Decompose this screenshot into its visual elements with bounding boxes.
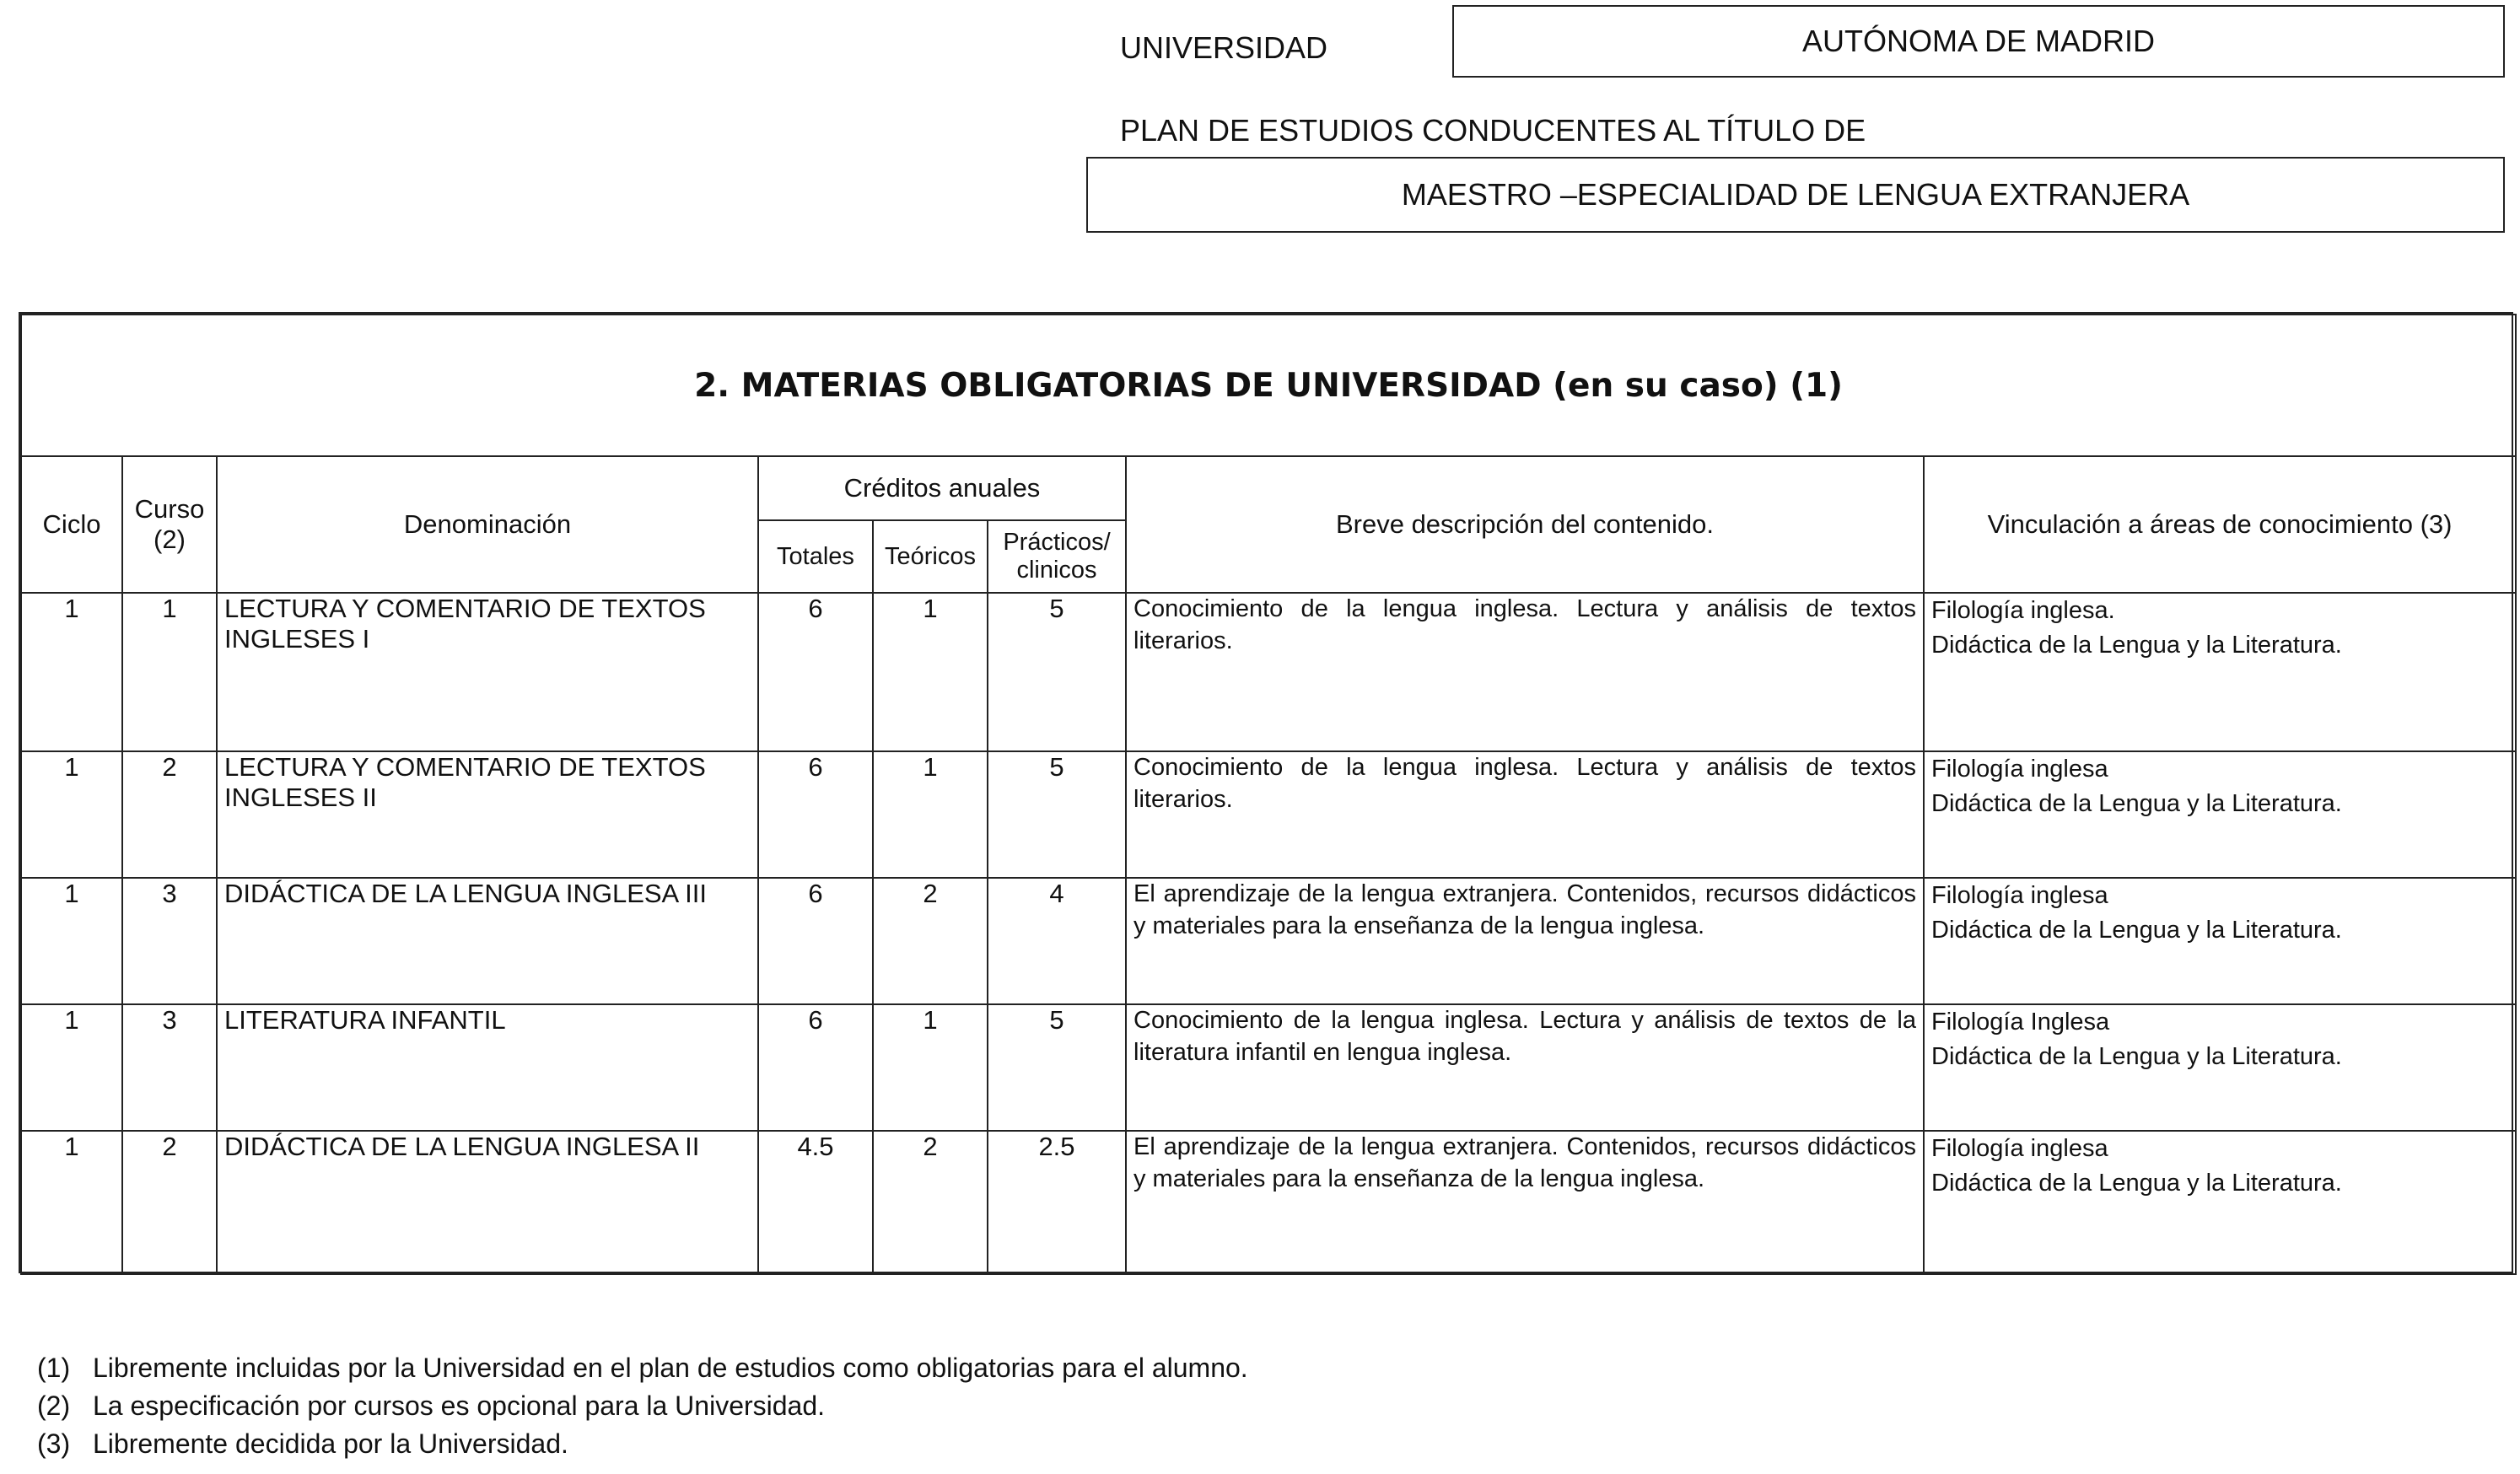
col-teoricos: Teóricos [873,520,988,593]
subjects-grid [20,314,2517,1275]
table-row [21,878,2516,1004]
area-primary: Filología Inglesa [1931,1009,2110,1036]
descripcion-cell: Conocimiento de la lengua inglesa. Lectura y análisis de textos literarios. [1126,593,1924,751]
table-row [21,1004,2516,1131]
totales-cell: 4.5 [758,1131,873,1274]
ciclo-cell: 1 [21,1004,122,1131]
col-ciclo: Ciclo [21,456,122,593]
footnote-text: Libremente decidida por la Universidad. [93,1428,568,1459]
university-label: UNIVERSIDAD [1120,30,1328,65]
col-denominacion: Denominación [217,456,758,593]
curso-cell: 1 [122,593,217,751]
ciclo-cell: 1 [21,751,122,878]
descripcion-cell: Conocimiento de la lengua inglesa. Lectura y análisis de textos de la literatura infantil en lengua inglesa. [1126,1004,1924,1131]
table-row [21,593,2516,751]
footnote-item [37,1387,1248,1425]
totales-cell: 6 [758,751,873,878]
teoricos-cell: 1 [873,751,988,878]
col-clinicos-label: clinicos [1016,557,1097,584]
teoricos-cell: 2 [873,1131,988,1274]
area-secondary: Didáctica de la Lengua y la Literatura. [1931,1042,2342,1070]
area-secondary: Didáctica de la Lengua y la Literatura. [1931,789,2342,817]
footnote-number: (3) [37,1428,71,1459]
vinculacion-cell [1924,1004,2516,1131]
curso-cell: 3 [122,1004,217,1131]
descripcion-cell: Conocimiento de la lengua inglesa. Lectura y análisis de textos literarios. [1126,751,1924,878]
table-row [21,751,2516,878]
footnote-text: Libremente incluidas por la Universidad en el plan de estudios como obligatorias para el alumno. [93,1353,1248,1383]
practicos-cell: 5 [988,593,1126,751]
ciclo-cell: 1 [21,878,122,1004]
denominacion-cell: LECTURA Y COMENTARIO DE TEXTOS INGLESES II [217,751,758,878]
denominacion-cell: DIDÁCTICA DE LA LENGUA INGLESA III [217,878,758,1004]
area-primary: Filología inglesa. [1931,597,2115,624]
footnote-number: (1) [37,1353,71,1383]
curso-cell: 3 [122,878,217,1004]
footnotes [37,1349,1248,1462]
col-practicos [988,520,1126,593]
footnote-item [37,1349,1248,1387]
area-secondary: Didáctica de la Lengua y la Literatura. [1931,1169,2342,1197]
ciclo-cell: 1 [21,593,122,751]
area-primary: Filología inglesa [1931,756,2108,783]
totales-cell: 6 [758,878,873,1004]
practicos-cell: 2.5 [988,1131,1126,1274]
col-vinculacion: Vinculación a áreas de conocimiento (3) [1924,456,2516,593]
col-curso-label: Curso [134,494,205,524]
ciclo-cell: 1 [21,1131,122,1274]
totales-cell: 6 [758,593,873,751]
table-row [21,1131,2516,1274]
practicos-cell: 5 [988,1004,1126,1131]
teoricos-cell: 1 [873,593,988,751]
vinculacion-cell [1924,1131,2516,1274]
col-creditos: Créditos anuales [758,456,1126,520]
col-practicos-label: Prácticos/ [1003,529,1111,556]
vinculacion-cell [1924,593,2516,751]
totales-cell: 6 [758,1004,873,1131]
section-title: 2. MATERIAS OBLIGATORIAS DE UNIVERSIDAD (en su caso) (1) [21,315,2516,456]
col-totales: Totales [758,520,873,593]
area-primary: Filología inglesa [1931,882,2108,909]
col-curso-note: (2) [153,525,186,554]
footnote-text: La especificación por cursos es opcional para la Universidad. [93,1390,826,1421]
practicos-cell: 4 [988,878,1126,1004]
plan-label: PLAN DE ESTUDIOS CONDUCENTES AL TÍTULO DE [1120,113,1866,148]
area-primary: Filología inglesa [1931,1135,2108,1162]
degree-title-box [1086,157,2505,233]
degree-title: MAESTRO –ESPECIALIDAD DE LENGUA EXTRANJERA [1401,177,2190,212]
col-descripcion: Breve descripción del contenido. [1126,456,1924,593]
area-secondary: Didáctica de la Lengua y la Literatura. [1931,916,2342,944]
denominacion-cell: LITERATURA INFANTIL [217,1004,758,1131]
footnote-item [37,1425,1248,1463]
col-curso [122,456,217,593]
teoricos-cell: 2 [873,878,988,1004]
vinculacion-cell [1924,878,2516,1004]
university-name-box [1452,5,2505,78]
vinculacion-cell [1924,751,2516,878]
denominacion-cell: LECTURA Y COMENTARIO DE TEXTOS INGLESES I [217,593,758,751]
subjects-table [19,312,2513,1273]
teoricos-cell: 1 [873,1004,988,1131]
curso-cell: 2 [122,751,217,878]
curso-cell: 2 [122,1131,217,1274]
descripcion-cell: El aprendizaje de la lengua extranjera. Contenidos, recursos didácticos y materiales para la enseñanza de la lengua inglesa. [1126,878,1924,1004]
denominacion-cell: DIDÁCTICA DE LA LENGUA INGLESA II [217,1131,758,1274]
descripcion-cell: El aprendizaje de la lengua extranjera. Contenidos, recursos didácticos y materiales para la enseñanza de la lengua inglesa. [1126,1131,1924,1274]
area-secondary: Didáctica de la Lengua y la Literatura. [1931,631,2342,659]
practicos-cell: 5 [988,751,1126,878]
university-name: AUTÓNOMA DE MADRID [1801,24,2156,58]
footnote-number: (2) [37,1390,71,1421]
